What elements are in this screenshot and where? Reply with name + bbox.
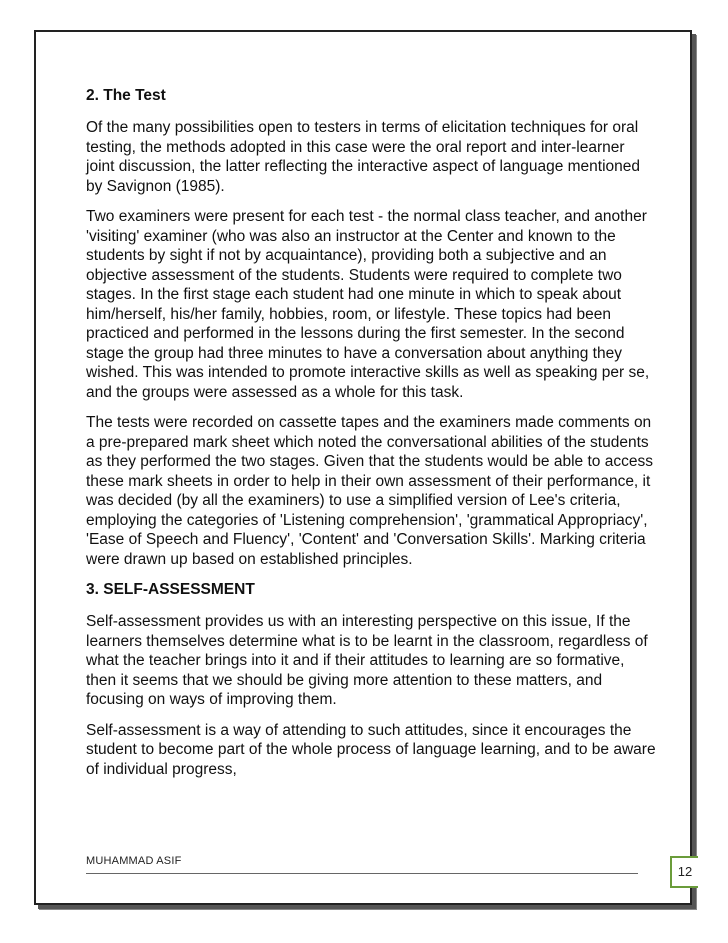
paragraph: The tests were recorded on cassette tapes and the examiners made comments on a pre-prepared mark sheet which noted the conversational abilities of the students as they performed the two stages. Given that the students would be able to access these mark sheets in order to help in their own assessment of their performance, it was decided (by all the examiners) to use a simplified version of Lee's criteria, employing the categories of 'Listening comprehension', 'grammatical Appropriacy', 'Ease of Speech and Fluency', 'Content' and 'Conversation Skills'. Marking criteria were drawn up based on established principles. xyxy=(86,414,653,568)
paragraph: Self-assessment provides us with an interesting perspective on this issue, If the learners themselves determine what is to be learnt in the classroom, regardless of what the teacher brings into it and if their attitudes to learning are so formative, then it seems that we should be giving more attention to these matters, and focusing on ways of improving them. xyxy=(86,613,648,708)
section-heading: 2. The Test xyxy=(86,87,166,104)
section-heading: 3. SELF-ASSESSMENT xyxy=(86,581,255,598)
footer-author: MUHAMMAD ASIF xyxy=(86,855,182,867)
paragraph: Two examiners were present for each test - the normal class teacher, and another 'visiting' examiner (who was also an instructor at the Center and known to the students by sight if not by acquaintance), providing both a subjective and an objective assessment of the students. Students were required to complete two stages. In the first stage each student had one minute in which to speak about him/herself, his/her family, hobbies, room, or lifestyle. These topics had been practiced and performed in the lessons during the first semester. In the second stage the group had three minutes to have a conversation about anything they wished. This was intended to promote interactive skills as well as speaking per se, and the groups were assessed as a whole for this task. xyxy=(86,208,650,401)
footer-divider xyxy=(86,873,638,874)
paragraph: Of the many possibilities open to testers in terms of elicitation techniques for oral testing, the methods adopted in this case were the oral report and inter-learner joint discussion, the latter reflecting the interactive aspect of language mentioned by Savignon (1985). xyxy=(86,119,641,195)
page-number: 12 xyxy=(670,856,698,888)
document-body xyxy=(86,86,656,790)
section-self-assessment xyxy=(86,580,656,779)
section-the-test xyxy=(86,86,656,569)
paragraph: Self-assessment is a way of attending to such attitudes, since it encourages the student to become part of the whole process of language learning, and to be aware of individual progress, xyxy=(86,721,656,778)
